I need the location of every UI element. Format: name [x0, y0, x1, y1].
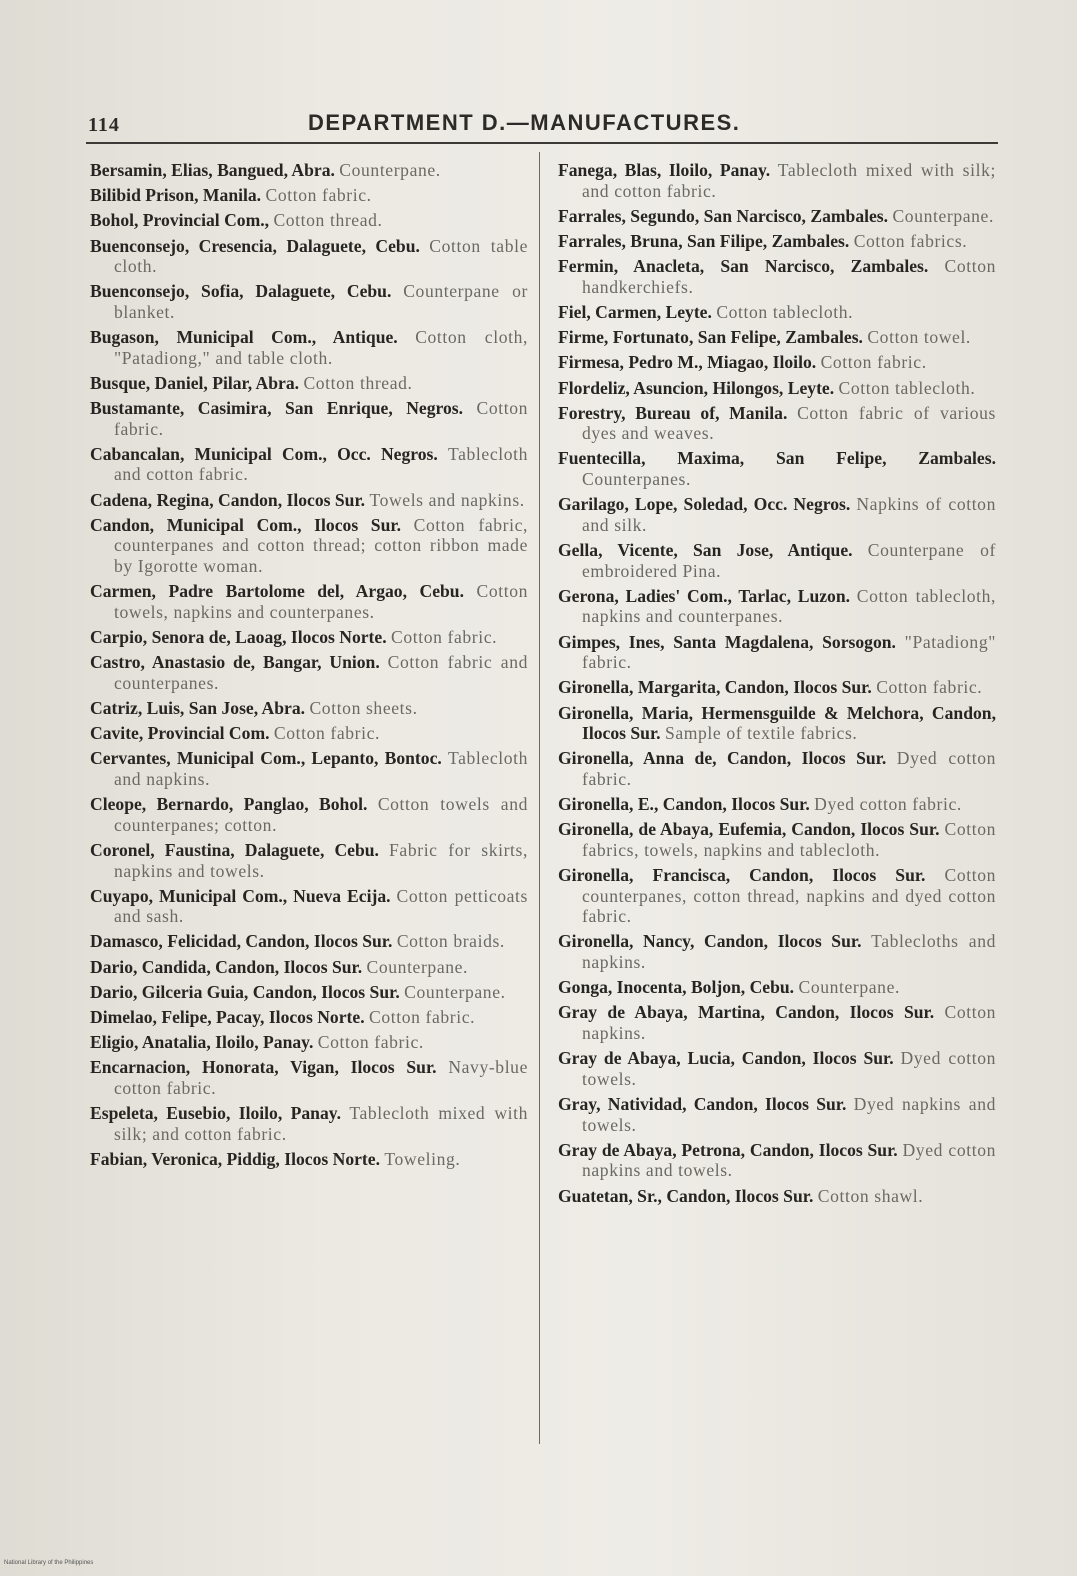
exhibit-description: Cotton tablecloth, napkins and counterpanes. [582, 585, 997, 627]
exhibit-description: Cotton braids. [396, 931, 505, 952]
exhibitor-entry [90, 698, 528, 719]
exhibitor-entry [558, 494, 996, 535]
exhibitor-entry [90, 1032, 528, 1053]
exhibitor-name: Cabancalan, Municipal Com., Occ. Negros. [90, 443, 438, 464]
exhibitor-entry [90, 794, 528, 835]
exhibitor-entry [558, 931, 996, 972]
exhibitor-entry [558, 977, 996, 998]
exhibit-description: Counterpane or blanket. [114, 281, 529, 322]
exhibitor-entry [90, 723, 528, 744]
exhibitor-entry [90, 210, 528, 231]
exhibitor-entry [558, 256, 996, 297]
exhibitor-name: Gerona, Ladies' Com., Tarlac, Luzon. [558, 585, 851, 606]
exhibitor-entry [558, 1094, 996, 1135]
exhibit-description: Cotton fabric, counterpanes and cotton thread; cotton ribbon made by Igorotte woman. [114, 514, 528, 577]
exhibitor-name: Gironella, Nancy, Candon, Ilocos Sur. [558, 931, 862, 952]
exhibitor-entry [558, 748, 996, 789]
exhibit-description: Counterpane. [366, 956, 469, 977]
exhibitor-entry [558, 865, 996, 927]
exhibitor-name: Bersamin, Elias, Bangued, Abra. [90, 160, 335, 180]
exhibit-description: Dyed napkins and towels. [582, 1094, 996, 1135]
exhibit-description: Cotton fabric. [369, 1007, 476, 1028]
exhibitor-entry [558, 819, 996, 860]
exhibit-description: "Patadiong" fabric. [582, 631, 997, 673]
exhibitor-entry [558, 448, 996, 489]
exhibitor-name: Gray de Abaya, Lucia, Candon, Ilocos Sur. [558, 1048, 894, 1069]
exhibitor-entry [558, 378, 996, 399]
exhibit-description: Cotton fabrics. [853, 230, 968, 251]
exhibitor-name: Gray, Natividad, Candon, Ilocos Sur. [558, 1094, 847, 1114]
exhibit-description: Cotton thread. [273, 210, 383, 231]
exhibitor-name: Flordeliz, Asuncion, Hilongos, Leyte. [558, 377, 835, 398]
exhibit-description: Counterpanes. [582, 469, 691, 490]
exhibitor-name: Gironella, Margarita, Candon, Ilocos Sur. [558, 677, 872, 698]
exhibit-description: Cotton towels, napkins and counterpanes. [114, 581, 528, 622]
exhibitor-entry [558, 1048, 996, 1089]
exhibitor-name: Carpio, Senora de, Laoag, Ilocos Norte. [90, 627, 387, 647]
exhibit-description: Cotton thread. [303, 372, 413, 393]
exhibitor-name: Fiel, Carmen, Leyte. [558, 301, 712, 322]
exhibitor-entry [558, 586, 996, 627]
exhibitor-entry [90, 748, 528, 789]
exhibitor-name: Coronel, Faustina, Dalaguete, Cebu. [90, 839, 379, 860]
exhibit-description: Toweling. [384, 1148, 461, 1169]
exhibit-description: Towels and napkins. [369, 489, 525, 510]
exhibitor-entry [558, 632, 996, 673]
exhibit-description: Cotton tablecloth. [838, 377, 976, 398]
exhibitor-entry [90, 931, 528, 952]
exhibitor-name: Forestry, Bureau of, Manila. [558, 402, 788, 423]
exhibitor-name: Gironella, Maria, Hermensguilde & Melchora, Candon, Ilocos Sur. [558, 702, 996, 744]
exhibitor-name: Fuentecilla, Maxima, San Felipe, Zambales. [558, 448, 996, 469]
exhibit-description: Cotton fabric. [114, 398, 528, 439]
exhibit-description: Cotton fabric of various dyes and weaves. [582, 402, 996, 444]
exhibitor-name: Cervantes, Municipal Com., Lepanto, Bontoc. [90, 748, 442, 769]
exhibit-description: Counterpane. [798, 977, 900, 998]
exhibitor-entry [558, 160, 996, 201]
exhibitor-entry [90, 281, 528, 322]
exhibitor-name: Buenconsejo, Sofia, Dalaguete, Cebu. [90, 281, 392, 302]
exhibitor-entry [90, 185, 528, 206]
running-head: DEPARTMENT D.—MANUFACTURES. [308, 110, 741, 135]
exhibitor-entry [558, 231, 996, 252]
exhibitor-name: Cleope, Bernardo, Panglao, Bohol. [90, 794, 368, 815]
exhibit-description: Dyed cotton fabric. [814, 794, 962, 815]
exhibit-description: Tablecloth mixed with silk; and cotton fabric. [582, 160, 996, 201]
exhibitor-entry [90, 886, 528, 927]
right-column [558, 160, 996, 1211]
exhibitor-name: Carmen, Padre Bartolome del, Argao, Cebu. [90, 581, 464, 602]
exhibitor-name: Firmesa, Pedro M., Miagao, Iloilo. [558, 352, 817, 373]
exhibitor-name: Farrales, Segundo, San Narcisco, Zambales. [558, 205, 889, 226]
exhibit-description: Fabric for skirts, napkins and towels. [114, 839, 528, 881]
exhibitor-entry [558, 794, 996, 815]
exhibitor-entry [90, 160, 528, 181]
exhibit-description: Counterpane. [339, 160, 441, 180]
exhibitor-entry [90, 982, 528, 1003]
exhibitor-name: Guatetan, Sr., Candon, Ilocos Sur. [558, 1185, 814, 1206]
exhibit-description: Cotton fabric. [391, 627, 498, 647]
exhibitor-name: Eligio, Anatalia, Iloilo, Panay. [90, 1032, 314, 1053]
exhibitor-name: Gonga, Inocenta, Boljon, Cebu. [558, 977, 795, 998]
exhibitor-name: Gimpes, Ines, Santa Magdalena, Sorsogon. [558, 631, 896, 652]
exhibitor-name: Cuyapo, Municipal Com., Nueva Ecija. [90, 885, 391, 906]
exhibitor-entry [558, 1186, 996, 1207]
exhibitor-name: Dimelao, Felipe, Pacay, Ilocos Norte. [90, 1007, 365, 1028]
exhibitor-name: Busque, Daniel, Pilar, Abra. [90, 372, 300, 393]
exhibitor-name: Dario, Gilceria Guia, Candon, Ilocos Sur. [90, 981, 400, 1002]
exhibit-description: Dyed cotton fabric. [582, 748, 996, 789]
exhibitor-entry [90, 1103, 528, 1144]
exhibit-description: Cotton towel. [867, 327, 971, 348]
exhibitor-entry [90, 373, 528, 394]
exhibit-description: Cotton napkins. [582, 1002, 996, 1044]
exhibitor-name: Encarnacion, Honorata, Vigan, Ilocos Sur. [90, 1057, 437, 1078]
page-number: 114 [88, 114, 120, 136]
exhibitor-name: Castro, Anastasio de, Bangar, Union. [90, 652, 380, 673]
exhibit-description: Cotton fabric. [265, 185, 372, 206]
exhibitor-entry [90, 957, 528, 978]
exhibitor-name: Gironella, Anna de, Candon, Ilocos Sur. [558, 748, 887, 769]
exhibit-description: Counterpane. [404, 981, 506, 1002]
exhibit-description: Sample of textile fabrics. [664, 723, 858, 744]
exhibitor-entry [558, 352, 996, 373]
exhibit-description: Cotton fabric. [317, 1032, 424, 1053]
exhibitor-name: Firme, Fortunato, San Felipe, Zambales. [558, 327, 863, 348]
exhibitor-name: Bugason, Municipal Com., Antique. [90, 327, 398, 348]
exhibitor-name: Gironella, Francisca, Candon, Ilocos Sur. [558, 865, 926, 886]
exhibitor-entry [90, 652, 528, 693]
exhibitor-entry [90, 1007, 528, 1028]
exhibit-description: Navy-blue cotton fabric. [114, 1057, 528, 1098]
exhibit-description: Tablecloth mixed with silk; and cotton fabric. [114, 1103, 528, 1144]
exhibitor-entry [558, 703, 996, 744]
exhibitor-name: Bohol, Provincial Com., [90, 210, 270, 231]
exhibit-description: Napkins of cotton and silk. [582, 494, 996, 535]
exhibitor-name: Gironella, E., Candon, Ilocos Sur. [558, 794, 810, 815]
exhibitor-entry [90, 1057, 528, 1098]
exhibitor-name: Garilago, Lope, Soledad, Occ. Negros. [558, 494, 851, 515]
exhibitor-entry [90, 327, 528, 368]
exhibit-description: Cotton fabric. [820, 352, 927, 373]
exhibit-description: Counterpane of embroidered Pina. [582, 540, 996, 581]
exhibitor-name: Gironella, de Abaya, Eufemia, Candon, Ilocos Sur. [558, 819, 940, 840]
exhibitor-name: Cavite, Provincial Com. [90, 723, 270, 744]
exhibit-description: Cotton shawl. [817, 1185, 924, 1206]
left-column [90, 160, 528, 1174]
exhibit-description: Cotton fabric. [273, 723, 381, 744]
exhibit-description: Cotton towels and counterpanes; cotton. [114, 794, 528, 835]
exhibitor-name: Catriz, Luis, San Jose, Abra. [90, 697, 306, 718]
exhibit-description: Dyed cotton napkins and towels. [582, 1139, 996, 1181]
exhibit-description: Counterpane. [892, 205, 994, 226]
exhibitor-entry [90, 236, 528, 277]
exhibit-description: Cotton sheets. [309, 697, 418, 718]
exhibitor-entry [558, 1140, 996, 1181]
exhibitor-entry [558, 327, 996, 348]
exhibit-description: Tablecloths and napkins. [582, 931, 996, 973]
exhibit-description: Tablecloth and cotton fabric. [114, 443, 528, 485]
exhibit-description: Cotton petticoats and sash. [114, 885, 528, 927]
exhibitor-entry [558, 403, 996, 444]
exhibitor-entry [558, 677, 996, 698]
exhibitor-name: Cadena, Regina, Candon, Ilocos Sur. [90, 489, 366, 510]
exhibitor-entry [90, 444, 528, 485]
exhibit-description: Tablecloth and napkins. [114, 748, 528, 789]
exhibitor-entry [90, 515, 528, 577]
exhibitor-name: Bustamante, Casimira, San Enrique, Negros. [90, 398, 464, 419]
exhibitor-name: Fabian, Veronica, Piddig, Ilocos Norte. [90, 1148, 380, 1169]
exhibitor-entry [90, 1149, 528, 1170]
exhibitor-entry [90, 398, 528, 439]
exhibit-description: Cotton counterpanes, cotton thread, napkins and dyed cotton fabric. [582, 865, 997, 927]
exhibit-description: Dyed cotton towels. [582, 1048, 996, 1089]
exhibit-description: Cotton fabric and counterpanes. [114, 652, 528, 693]
exhibitor-name: Dario, Candida, Candon, Ilocos Sur. [90, 956, 363, 977]
exhibitor-name: Fanega, Blas, Iloilo, Panay. [558, 160, 771, 180]
exhibitor-name: Damasco, Felicidad, Candon, Ilocos Sur. [90, 931, 393, 952]
footer-credit: National Library of the Philippines [4, 1560, 94, 1566]
exhibit-description: Cotton handkerchiefs. [582, 256, 996, 297]
exhibit-description: Cotton cloth, "Patadiong," and table cloth. [114, 327, 528, 368]
exhibitor-name: Espeleta, Eusebio, Iloilo, Panay. [90, 1103, 341, 1124]
exhibit-description: Cotton fabric. [876, 677, 983, 698]
column-divider [539, 152, 540, 1444]
exhibitor-entry [558, 206, 996, 227]
exhibitor-name: Buenconsejo, Cresencia, Dalaguete, Cebu. [90, 235, 420, 256]
exhibitor-name: Bilibid Prison, Manila. [90, 185, 262, 206]
exhibitor-entry [558, 540, 996, 581]
exhibitor-name: Fermin, Anacleta, San Narcisco, Zambales. [558, 256, 929, 277]
exhibitor-entry [90, 581, 528, 622]
exhibit-description: Cotton tablecloth. [716, 301, 854, 322]
exhibitor-entry [90, 627, 528, 648]
exhibitor-entry [90, 490, 528, 511]
exhibitor-entry [558, 302, 996, 323]
exhibit-description: Cotton table cloth. [114, 235, 528, 277]
exhibitor-name: Gray de Abaya, Martina, Candon, Ilocos Sur. [558, 1002, 935, 1023]
page-header [86, 108, 998, 144]
exhibit-description: Cotton fabrics, towels, napkins and tablecloth. [582, 819, 997, 860]
exhibitor-entry [90, 840, 528, 881]
exhibitor-name: Gella, Vicente, San Jose, Antique. [558, 540, 853, 561]
exhibitor-name: Farrales, Bruna, San Filipe, Zambales. [558, 230, 850, 251]
exhibitor-name: Candon, Municipal Com., Ilocos Sur. [90, 514, 401, 535]
exhibitor-entry [558, 1002, 996, 1043]
exhibitor-name: Gray de Abaya, Petrona, Candon, Ilocos Sur. [558, 1139, 898, 1160]
